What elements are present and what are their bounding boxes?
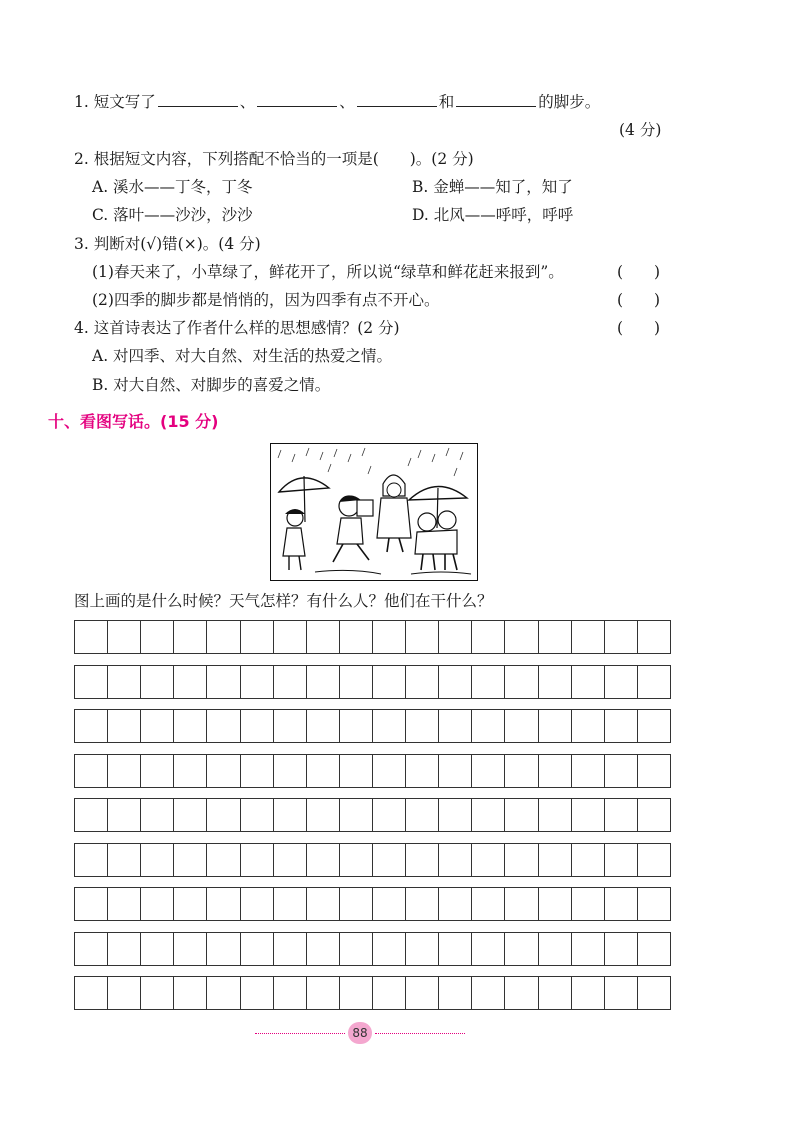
grid-cell[interactable]: [241, 621, 274, 653]
grid-cell[interactable]: [605, 888, 638, 920]
grid-cell[interactable]: [472, 621, 505, 653]
grid-row: [74, 665, 671, 699]
grid-cell[interactable]: [207, 933, 240, 965]
grid-cell[interactable]: [505, 888, 538, 920]
grid-cell[interactable]: [241, 933, 274, 965]
grid-cell[interactable]: [141, 755, 174, 787]
grid-cell[interactable]: [406, 799, 439, 831]
grid-cell[interactable]: [307, 799, 340, 831]
q2-stem: 2. 根据短文内容，下列搭配不恰当的一项是( )。(2 分): [74, 150, 474, 168]
grid-cell[interactable]: [572, 755, 605, 787]
grid-cell[interactable]: [439, 710, 472, 742]
grid-cell[interactable]: [307, 710, 340, 742]
grid-cell[interactable]: [439, 888, 472, 920]
q2-option-b[interactable]: B. 金蝉——知了，知了: [412, 178, 573, 196]
q3-item-1: (1)春天来了，小草绿了，鲜花开了，所以说“绿草和鲜花赶来报到”。: [92, 263, 564, 281]
grid-cell[interactable]: [638, 799, 670, 831]
grid-cell[interactable]: [439, 621, 472, 653]
grid-cell[interactable]: [572, 888, 605, 920]
grid-cell[interactable]: [75, 710, 108, 742]
q1-and: 和: [438, 93, 455, 111]
section-10-title: 十、看图写话。(15 分): [48, 412, 219, 431]
rain-scene-icon: [271, 444, 477, 580]
grid-cell[interactable]: [307, 888, 340, 920]
grid-cell[interactable]: [539, 799, 572, 831]
grid-cell[interactable]: [605, 621, 638, 653]
grid-cell[interactable]: [638, 844, 670, 876]
grid-cell[interactable]: [505, 799, 538, 831]
grid-cell[interactable]: [638, 755, 670, 787]
grid-cell[interactable]: [472, 888, 505, 920]
grid-cell[interactable]: [505, 621, 538, 653]
grid-cell[interactable]: [274, 621, 307, 653]
grid-cell[interactable]: [638, 888, 670, 920]
grid-cell[interactable]: [340, 621, 373, 653]
grid-cell[interactable]: [340, 755, 373, 787]
grid-cell[interactable]: [141, 977, 174, 1009]
grid-cell[interactable]: [605, 799, 638, 831]
grid-cell[interactable]: [340, 888, 373, 920]
q1-score: (4 分): [619, 121, 662, 139]
grid-cell[interactable]: [141, 933, 174, 965]
rain-illustration: [270, 443, 478, 581]
grid-cell[interactable]: [340, 666, 373, 698]
grid-cell[interactable]: [141, 844, 174, 876]
grid-cell[interactable]: [638, 933, 670, 965]
grid-cell[interactable]: [241, 977, 274, 1009]
grid-cell[interactable]: [373, 755, 406, 787]
grid-cell[interactable]: [141, 710, 174, 742]
grid-row: [74, 754, 671, 788]
q4-option-a[interactable]: A. 对四季、对大自然、对生活的热爱之情。: [92, 347, 393, 365]
grid-cell[interactable]: [439, 799, 472, 831]
q3-stem: 3. 判断对(√)错(×)。(4 分): [74, 235, 261, 253]
grid-cell[interactable]: [373, 844, 406, 876]
grid-cell[interactable]: [108, 710, 141, 742]
grid-cell[interactable]: [505, 933, 538, 965]
grid-cell[interactable]: [108, 799, 141, 831]
q1-blank-4[interactable]: [456, 92, 536, 107]
grid-cell[interactable]: [207, 710, 240, 742]
grid-cell[interactable]: [406, 888, 439, 920]
grid-cell[interactable]: [505, 755, 538, 787]
grid-cell[interactable]: [207, 799, 240, 831]
grid-cell[interactable]: [340, 844, 373, 876]
grid-cell[interactable]: [539, 844, 572, 876]
grid-cell[interactable]: [241, 666, 274, 698]
grid-cell[interactable]: [439, 844, 472, 876]
grid-cell[interactable]: [605, 755, 638, 787]
q1-blank-1[interactable]: [158, 92, 238, 107]
grid-cell[interactable]: [108, 844, 141, 876]
grid-cell[interactable]: [307, 755, 340, 787]
grid-cell[interactable]: [274, 888, 307, 920]
grid-cell[interactable]: [207, 666, 240, 698]
grid-cell[interactable]: [141, 621, 174, 653]
grid-cell[interactable]: [174, 666, 207, 698]
grid-cell[interactable]: [373, 977, 406, 1009]
grid-cell[interactable]: [340, 977, 373, 1009]
grid-cell[interactable]: [505, 977, 538, 1009]
q4-stem: 4. 这首诗表达了作者什么样的思想感情？(2 分): [74, 319, 400, 337]
q3-item-1-answer[interactable]: ( ): [617, 263, 661, 281]
grid-cell[interactable]: [307, 621, 340, 653]
grid-cell[interactable]: [108, 888, 141, 920]
grid-cell[interactable]: [108, 977, 141, 1009]
grid-cell[interactable]: [505, 710, 538, 742]
grid-cell[interactable]: [174, 799, 207, 831]
grid-cell[interactable]: [373, 710, 406, 742]
grid-cell[interactable]: [174, 933, 207, 965]
grid-cell[interactable]: [406, 755, 439, 787]
grid-cell[interactable]: [572, 666, 605, 698]
q1-suffix: 的脚步。: [538, 93, 601, 111]
grid-cell[interactable]: [638, 621, 670, 653]
writing-grid: [74, 620, 671, 1006]
grid-row: [74, 709, 671, 743]
grid-cell[interactable]: [207, 621, 240, 653]
grid-cell[interactable]: [472, 933, 505, 965]
q1-prefix: 1. 短文写了: [74, 93, 156, 111]
grid-cell[interactable]: [141, 888, 174, 920]
grid-cell[interactable]: [75, 799, 108, 831]
grid-cell[interactable]: [572, 799, 605, 831]
grid-cell[interactable]: [605, 844, 638, 876]
q3-item-2: (2)四季的脚步都是悄悄的，因为四季有点不开心。: [92, 291, 440, 309]
grid-cell[interactable]: [406, 933, 439, 965]
grid-cell[interactable]: [307, 977, 340, 1009]
grid-cell[interactable]: [472, 710, 505, 742]
grid-cell[interactable]: [241, 755, 274, 787]
grid-cell[interactable]: [439, 666, 472, 698]
grid-cell[interactable]: [539, 621, 572, 653]
grid-cell[interactable]: [274, 666, 307, 698]
grid-cell[interactable]: [439, 933, 472, 965]
grid-cell[interactable]: [605, 710, 638, 742]
grid-cell[interactable]: [605, 666, 638, 698]
grid-cell[interactable]: [373, 621, 406, 653]
q1-blank-3[interactable]: [357, 92, 437, 107]
grid-cell[interactable]: [373, 888, 406, 920]
question-1: [74, 92, 600, 112]
grid-cell[interactable]: [207, 844, 240, 876]
section-10-prompt: 图上画的是什么时候？天气怎样？有什么人？他们在干什么？: [74, 592, 493, 610]
grid-cell[interactable]: [572, 977, 605, 1009]
grid-cell[interactable]: [307, 933, 340, 965]
grid-cell[interactable]: [539, 977, 572, 1009]
grid-cell[interactable]: [539, 666, 572, 698]
grid-cell[interactable]: [539, 933, 572, 965]
grid-cell[interactable]: [75, 755, 108, 787]
q1-blank-2[interactable]: [257, 92, 337, 107]
grid-cell[interactable]: [108, 755, 141, 787]
grid-row: [74, 798, 671, 832]
grid-cell[interactable]: [406, 710, 439, 742]
grid-cell[interactable]: [241, 710, 274, 742]
q3-item-2-answer[interactable]: ( ): [617, 291, 661, 309]
grid-cell[interactable]: [472, 755, 505, 787]
grid-cell[interactable]: [241, 888, 274, 920]
grid-cell[interactable]: [241, 799, 274, 831]
grid-cell[interactable]: [274, 977, 307, 1009]
grid-cell[interactable]: [274, 933, 307, 965]
grid-cell[interactable]: [505, 844, 538, 876]
grid-cell[interactable]: [439, 977, 472, 1009]
grid-cell[interactable]: [572, 844, 605, 876]
grid-cell[interactable]: [108, 933, 141, 965]
grid-cell[interactable]: [174, 621, 207, 653]
grid-cell[interactable]: [141, 666, 174, 698]
grid-cell[interactable]: [638, 666, 670, 698]
grid-row: [74, 932, 671, 966]
grid-cell[interactable]: [75, 844, 108, 876]
grid-cell[interactable]: [472, 799, 505, 831]
grid-row: [74, 620, 671, 654]
grid-cell[interactable]: [274, 755, 307, 787]
grid-cell[interactable]: [75, 666, 108, 698]
grid-cell[interactable]: [75, 621, 108, 653]
grid-cell[interactable]: [340, 933, 373, 965]
q2-option-a[interactable]: A. 溪水——丁冬，丁冬: [92, 178, 253, 196]
grid-cell[interactable]: [605, 933, 638, 965]
q4-option-b[interactable]: B. 对大自然、对脚步的喜爱之情。: [92, 376, 331, 394]
grid-cell[interactable]: [373, 933, 406, 965]
q1-sep-1: 、: [239, 93, 256, 111]
grid-cell[interactable]: [472, 666, 505, 698]
grid-cell[interactable]: [141, 799, 174, 831]
grid-cell[interactable]: [373, 666, 406, 698]
grid-cell[interactable]: [174, 888, 207, 920]
grid-cell[interactable]: [406, 621, 439, 653]
grid-cell[interactable]: [638, 710, 670, 742]
page-number: 88: [348, 1022, 372, 1044]
q1-sep-2: 、: [339, 93, 355, 111]
grid-cell[interactable]: [439, 755, 472, 787]
grid-cell[interactable]: [472, 977, 505, 1009]
grid-cell[interactable]: [108, 666, 141, 698]
footer-divider-left: [255, 1033, 345, 1034]
q4-answer[interactable]: ( ): [617, 319, 661, 337]
grid-cell[interactable]: [75, 933, 108, 965]
grid-cell[interactable]: [406, 666, 439, 698]
grid-cell[interactable]: [340, 799, 373, 831]
grid-cell[interactable]: [75, 888, 108, 920]
grid-cell[interactable]: [340, 710, 373, 742]
grid-row: [74, 843, 671, 877]
q2-option-c[interactable]: C. 落叶——沙沙，沙沙: [92, 206, 253, 224]
grid-cell[interactable]: [572, 710, 605, 742]
grid-cell[interactable]: [406, 977, 439, 1009]
grid-cell[interactable]: [207, 755, 240, 787]
grid-cell[interactable]: [207, 977, 240, 1009]
grid-cell[interactable]: [605, 977, 638, 1009]
grid-cell[interactable]: [174, 755, 207, 787]
grid-cell[interactable]: [406, 844, 439, 876]
grid-cell[interactable]: [539, 755, 572, 787]
grid-cell[interactable]: [638, 977, 670, 1009]
grid-cell[interactable]: [274, 844, 307, 876]
grid-cell[interactable]: [108, 621, 141, 653]
grid-cell[interactable]: [174, 844, 207, 876]
footer-divider-right: [375, 1033, 465, 1034]
grid-cell[interactable]: [307, 844, 340, 876]
grid-cell[interactable]: [539, 710, 572, 742]
grid-cell[interactable]: [274, 710, 307, 742]
grid-cell[interactable]: [539, 888, 572, 920]
grid-cell[interactable]: [572, 933, 605, 965]
grid-cell[interactable]: [505, 666, 538, 698]
grid-row: [74, 887, 671, 921]
grid-cell[interactable]: [207, 888, 240, 920]
grid-cell[interactable]: [75, 977, 108, 1009]
grid-cell[interactable]: [472, 844, 505, 876]
grid-row: [74, 976, 671, 1010]
grid-cell[interactable]: [274, 799, 307, 831]
q2-option-d[interactable]: D. 北风——呼呼，呼呼: [412, 206, 574, 224]
grid-cell[interactable]: [174, 710, 207, 742]
grid-cell[interactable]: [307, 666, 340, 698]
grid-cell[interactable]: [174, 977, 207, 1009]
grid-cell[interactable]: [241, 844, 274, 876]
grid-cell[interactable]: [373, 799, 406, 831]
grid-cell[interactable]: [572, 621, 605, 653]
